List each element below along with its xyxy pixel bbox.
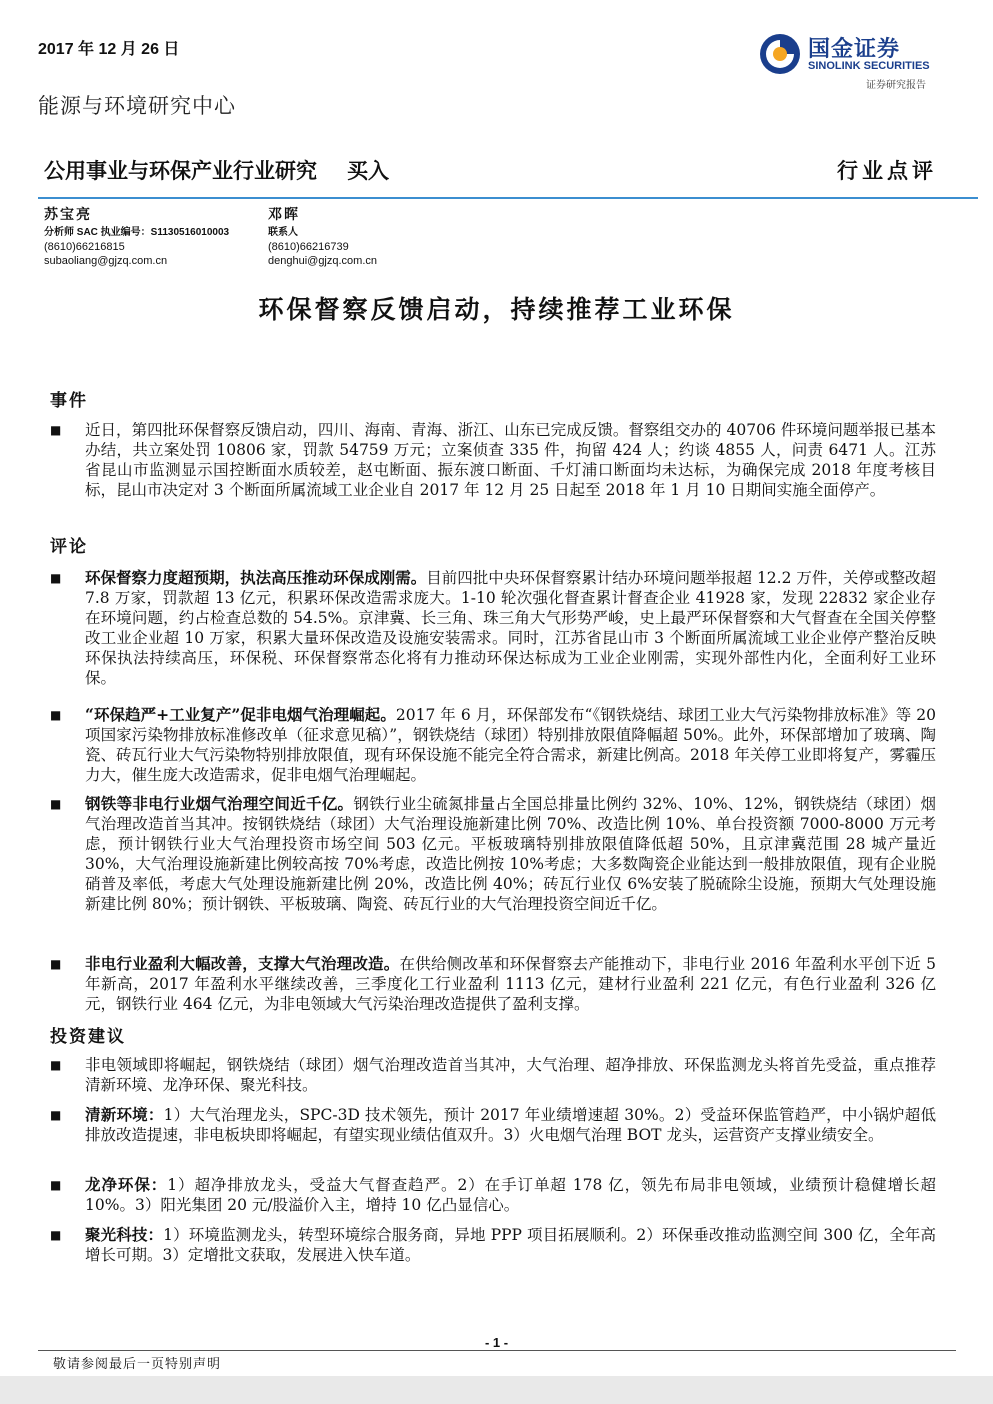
bullet-marker: ■ [50, 1058, 62, 1072]
comment-paragraph-1: 环保督察力度超预期，执法高压推动环保成刚需。目前四批中央环保督察累计结办环境问题举报超 12.2 万件，关停或整改超 7.8 万家，罚款超 13 亿元，积累环保改造需求庞大。1-10 轮次强化督查累计督查企业 41928 家，发现 22832 家企业存在环境问题，约占检查总数的 54.5%。京津冀、长三角、珠三角大气形势严峻，史上最严环保督察和大气督查在全国关停整改工业企业超 10 万家，积累大量环保改造及设施安装需求。同时，江苏省昆山市 3 个断面所属流域工业企业停产整治反映环保执法持续高压，环保税、环保督察常态化将有力推动环保达标成为工业企业刚需，实现外部性内化，全面利好工业环保。 [85, 568, 936, 687]
bullet-marker: ■ [50, 708, 62, 722]
comment-paragraph-2: “环保趋严+工业复产”促非电烟气治理崛起。2017 年 6 月，环保部发布“《钢铁烧结、球团工业大气污染物排放标准》等 20 项国家污染物排放标准修改单（征求意见稿）”，钢铁烧结（球团）特别排放限值降幅超 50%。此外，环保部增加了玻璃、陶瓷、砖瓦行业大气污染物特别排放限值，现有环保设施不能完全符合需求，新建比例高。2018 年关停工业即将复产，雾霾压力大，催生庞大改造需求，促非电烟气治理崛起。 [85, 705, 936, 784]
contact-name: 邓晖 [268, 207, 300, 223]
report-type: 行业点评 [837, 158, 937, 183]
bullet-marker: ■ [50, 797, 62, 811]
advice-paragraph-3: 龙净环保：1）超净排放龙头，受益大气督查趋严。2）在手订单超 178 亿，领先布局非电领域，业绩预计稳健增长超 10%。3）阳光集团 20 元/股溢价入主，增持 10 亿凸显信心。 [85, 1175, 936, 1214]
report-headline: 环保督察反馈启动，持续推荐工业环保 [258, 295, 735, 324]
sinolink-logo-icon [758, 32, 802, 76]
page-bottom-band [0, 1376, 993, 1404]
contact-block [268, 208, 377, 268]
bullet-marker: ■ [50, 1228, 62, 1242]
bullet-marker: ■ [50, 423, 62, 437]
section-title-advice: 投资建议 [50, 1027, 126, 1047]
advice-paragraph-4: 聚光科技：1）环境监测龙头，转型环境综合服务商，异地 PPP 项目拓展顺利。2）环保垂改推动监测空间 300 亿，全年高增长可期。3）定增批文获取，发展进入快车道。 [85, 1225, 936, 1264]
bullet-marker: ■ [50, 957, 62, 971]
report-title-bar [44, 155, 389, 185]
section-title-event: 事件 [50, 391, 88, 411]
contact-phone: (8610)66216739 [268, 241, 349, 253]
advice-paragraph-1: 非电领域即将崛起，钢铁烧结（球团）烟气治理改造首当其冲，大气治理、超净排放、环保监测龙头将首先受益，重点推荐清新环境、龙净环保、聚光科技。 [85, 1056, 936, 1094]
analyst-role: 分析师 SAC 执业编号：S1130516010003 [44, 227, 230, 238]
disclaimer-note: 敬请参阅最后一页特别声明 [53, 1357, 222, 1372]
analyst-block [44, 208, 229, 268]
analyst-name: 苏宝亮 [44, 207, 92, 223]
header-divider [38, 197, 978, 199]
analyst-phone: (8610)66216815 [44, 241, 125, 253]
bullet-marker: ■ [50, 571, 62, 585]
event-paragraph: 近日，第四批环保督察反馈启动，四川、海南、青海、浙江、山东已完成反馈。督察组交办的 40706 件环境问题举报已基本办结，共立案处罚 10806 家，罚款 54759 万元；立案侦查 335 件，拘留 424 人；约谈 4855 人，问责 6471 人。江苏省昆山市监测显示国控断面水质较差，赵屯断面、振东渡口断面、千灯浦口断面均未达标，为确保完成 2018 年度考核目标，昆山市决定对 3 个断面所属流域工业企业自 2017 年 12 月 25 日起至 2018 年 1 月 10 日期间实施全面停产。 [85, 421, 936, 499]
advice-paragraph-2: 清新环境：1）大气治理龙头，SPC-3D 技术领先，预计 2017 年业绩增速超 30%。2）受益环保监管趋严，中小锅炉超低排放改造提速，非电板块即将崛起，有望实现业绩估值双升。3）火电烟气治理 BOT 龙头，运营资产支撑业绩安全。 [85, 1105, 936, 1144]
page-number: - 1 - [484, 1335, 509, 1350]
comment-paragraph-3: 钢铁等非电行业烟气治理空间近千亿。钢铁行业尘硫氮排量占全国总排量比例约 32%、10%、12%，钢铁烧结（球团）烟气治理改造首当其冲。按钢铁烧结（球团）大气治理设施新建比例 70%、改造比例 10%、单台投资额 7000-8000 万元考虑，预计钢铁行业大气治理投资市场空间 503 亿元。平板玻璃特别排放限值降低超 50%，且京津冀范围 28 城产量近 30%，大气治理设施新建比例较高按 70%考虑，改造比例按 10%考虑；大多数陶瓷企业能达到一般排放限值，现有企业脱硝普及率低，考虑大气处理设施新建比例 20%，改造比例 40%；砖瓦行业仅 6%安装了脱硫除尘设施，预期大气处理设施新建比例 80%；预计钢铁、平板玻璃、陶瓷、砖瓦行业的大气治理投资空间近千亿。 [85, 794, 936, 913]
analyst-email[interactable]: subaoliang@gjzq.com.cn [44, 255, 168, 267]
industry-title: 公用事业与环保产业行业研究 [44, 159, 317, 183]
contact-email[interactable]: denghui@gjzq.com.cn [268, 255, 378, 267]
bullet-marker: ■ [50, 1178, 62, 1192]
company-logo [758, 30, 948, 92]
section-title-comment: 评论 [50, 537, 88, 557]
logo-subtitle: 证券研究报告 [866, 80, 926, 91]
rating-label: 买入 [347, 159, 389, 183]
comment-paragraph-4: 非电行业盈利大幅改善，支撑大气治理改造。在供给侧改革和环保督察去产能推动下，非电行业 2016 年盈利水平创下近 5 年新高，2017 年盈利水平继续改善，三季度化工行业盈利 1113 亿元，建材行业盈利 221 亿元，有色行业盈利 326 亿元，钢铁行业 464 亿元，为非电领域大气污染治理改造提供了盈利支撑。 [85, 954, 936, 1013]
research-center: 能源与环境研究中心 [38, 94, 236, 118]
bullet-marker: ■ [50, 1108, 62, 1122]
report-date: 2017 年 12 月 26 日 [38, 41, 180, 58]
contact-role: 联系人 [268, 227, 298, 238]
logo-chinese-name: 国金证券 [808, 37, 901, 62]
logo-english-name: SINOLINK SECURITIES [808, 60, 930, 72]
footer-divider [38, 1350, 956, 1351]
